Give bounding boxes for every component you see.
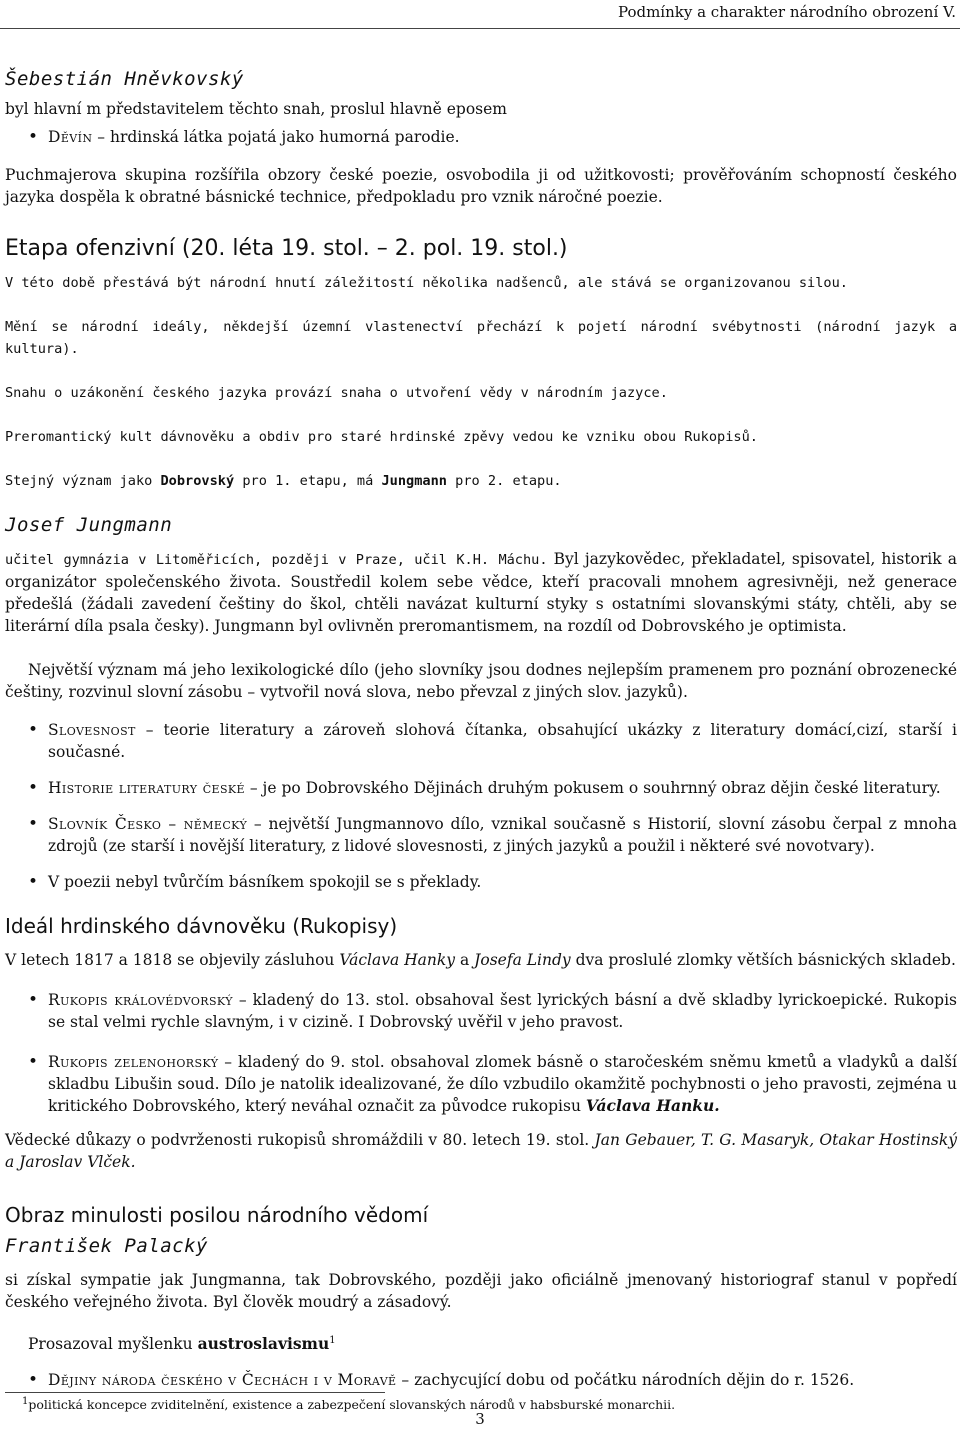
puchmajer-paragraph: Puchmajerova skupina rozšířila obzory české poezie, osvobodila ji od užitkovosti; prověřováním schopností českého jazyka dospěla k obratné básnické technice, předpokladu pro vznik náročné poezie. [5,166,957,206]
list-item [5,813,957,857]
palacky-bio: si získal sympatie jak Jungmanna, tak Dobrovského, později jako oficiálně jmenovaný historiograf stanul v popředí českého veřejného života. Byl člověk moudrý a zásadový. [5,1271,957,1311]
hnevkovsky-list [5,126,957,148]
work-title: Slovník Česko – německý [48,815,248,833]
dobrovsky-bold: Dobrovský [160,473,235,489]
work-title: Slovesnost [48,721,136,739]
etapa-p5 [5,470,957,492]
jungmann-lexico: Největší význam má jeho lexikologické dílo (jeho slovníky jsou dodnes nejlepším pramenem pro poznání obrozenecké češtiny, rozvinul slovní zásobu – vytvořil nová slova, nebo převzal z jiných slov. jazyků). [5,661,957,701]
text-span: Byl jazykovědec, překladatel, spisovatel, historik a organizátor společenského života. Soustředil kolem sebe vědce, kteří pracovali mnohem agresivněji, než generace předešlá (žádali zavedení češtiny do škol, chtěli navázat kulturní styky s ostatními slovanskými státy, chtěli, aby se literární díla psala česky). Jungmann byl ovlivněn preromantismem, na rozdíl od Dobrovského je optimista. [5,550,957,635]
heading-jungmann: Josef Jungmann [5,514,173,536]
text-span: pro 1. etapu, má [234,473,382,489]
work-desc: – kladený do 9. stol. obsahoval zlomek básně o staročeském sněmu kmetů a vladyků a další skladbu Libušin soud. Dílo je natolik idealizované, že dílo vzbudilo okamžitě pochybnosti o jeho pravosti, zejména u kritického Dobrovského, který neváhal označit za původce rukopisu [48,1053,958,1115]
rukopisy-list [5,989,957,1117]
linda-italic: Josefa Lindy [474,951,571,969]
text-span: Vědecké důkazy o podvrženosti rukopisů shromáždili v 80. letech 19. stol. [5,1131,595,1149]
page-number: 3 [475,1410,485,1428]
list-item [5,719,957,763]
heading-obraz: Obraz minulosti posilou národního vědomí [5,1203,429,1227]
heading-hnevkovsky: Šebestián Hněvkovský [5,68,244,90]
footnote-text: politická koncepce zviditelnění, existence a zabezpečení slovanských národů v habsburské monarchii. [28,1397,676,1412]
palacky-works [5,1369,957,1391]
footnote-mark: 1 [22,1395,29,1407]
text-span: pro 2. etapu. [446,473,562,489]
austroslavism-bold: austroslavismu [197,1334,330,1353]
rukopisy-proof [5,1129,957,1173]
jungmann-bio [5,548,957,637]
work-desc: – největší Jungmannovo dílo, vznikal současně s Historií, slovní zásobu čerpal z mnoha zdrojů (ze starší i novější literatury, z lidové slovesnosti, z jiných jazyků a použil i některé své novotvary). [48,815,957,855]
etapa-p3: Snahu o uzákonění českého jazyka provází snaha o utvoření vědy v národním jazyce. [5,385,668,401]
jungmann-bold: Jungmann [381,473,447,489]
work-desc: – kladený do 13. stol. obsahoval šest lyrických básní a dvě skladby lyrickoepické. Rukopis se stal velmi rychle slavným, i v cizině. I Dobrovský uvěřil v jeho pravost. [48,991,957,1031]
rukopisy-intro [5,949,957,971]
heading-palacky: František Palacký [5,1235,208,1257]
list-item [5,989,957,1033]
work-desc: – zachycující dobu od počátku národních dějin do r. 1526. [396,1371,855,1389]
hanka-bold-italic: Václava Hanku. [585,1096,720,1115]
list-item [5,871,957,893]
hnevkovsky-intro: byl hlavní m představitelem těchto snah, proslul hlavně eposem [5,100,507,118]
text-span: Prosazoval myšlenku [28,1335,198,1353]
footnote-divider [5,1392,385,1393]
text-span: V letech 1817 a 1818 se objevily zásluhou [5,951,340,969]
work-title: Děvín [48,128,93,146]
etapa-p2: Mění se národní ideály, někdejší územní vlastenectví přechází k pojetí národní svébytnosti (národní jazyk a kultura). [5,319,957,357]
work-desc: – hrdinská látka pojatá jako humorná parodie. [92,128,460,146]
main-content [5,66,957,1405]
list-item [5,126,957,148]
heading-rukopisy: Ideál hrdinského dávnověku (Rukopisy) [5,914,398,938]
work-title: Rukopis královédvorský [48,991,233,1009]
work-title: Dějiny národa českého v Čechách i v Moravě [48,1371,397,1389]
header-divider [0,28,960,29]
work-desc: – je po Dobrovského Dějinách druhým pokusem o souhrnný obraz dějin české literatury. [244,779,941,797]
scholars-italic: Jan Gebauer, T. G. Masaryk, Otakar Hostinský a Jaroslav Vlček. [5,1131,957,1171]
text-span: učitel gymnázia v Litoměřicích, později v Praze, učil K.H. Máchu. [5,552,548,568]
text-span: Stejný význam jako [5,473,161,489]
etapa-p1: V této době přestává být národní hnutí záležitostí několika nadšenců, ale stává se organizovanou silou. [5,275,848,291]
jungmann-works [5,719,957,893]
hanka-italic: Václava Hanky [339,951,456,969]
text-span: dva proslulé zlomky větších básnických skladeb. [570,951,956,969]
running-header: Podmínky a charakter národního obrození V. [617,3,956,21]
austroslavism-paragraph [5,1333,957,1355]
heading-etapa: Etapa ofenzivní (20. léta 19. stol. – 2. pol. 19. stol.) [5,236,568,261]
work-title: Historie literatury české [48,779,245,797]
etapa-p4: Preromantický kult dávnověku a obdiv pro staré hrdinské zpěvy vedou ke vzniku obou Rukopisů. [5,429,758,445]
footnote-ref[interactable]: 1 [329,1334,336,1346]
text-span: a [455,951,475,969]
list-item [5,777,957,799]
work-title: Rukopis zelenohorský [48,1053,219,1071]
work-desc: – teorie literatury a zároveň slohová čítanka, obsahující ukázky z literatury domácí,cizí, starší i současné. [48,721,957,761]
work-desc: V poezii nebyl tvůrčím básníkem spokojil se s překlady. [48,873,482,891]
list-item [5,1051,957,1117]
list-item [5,1369,957,1391]
